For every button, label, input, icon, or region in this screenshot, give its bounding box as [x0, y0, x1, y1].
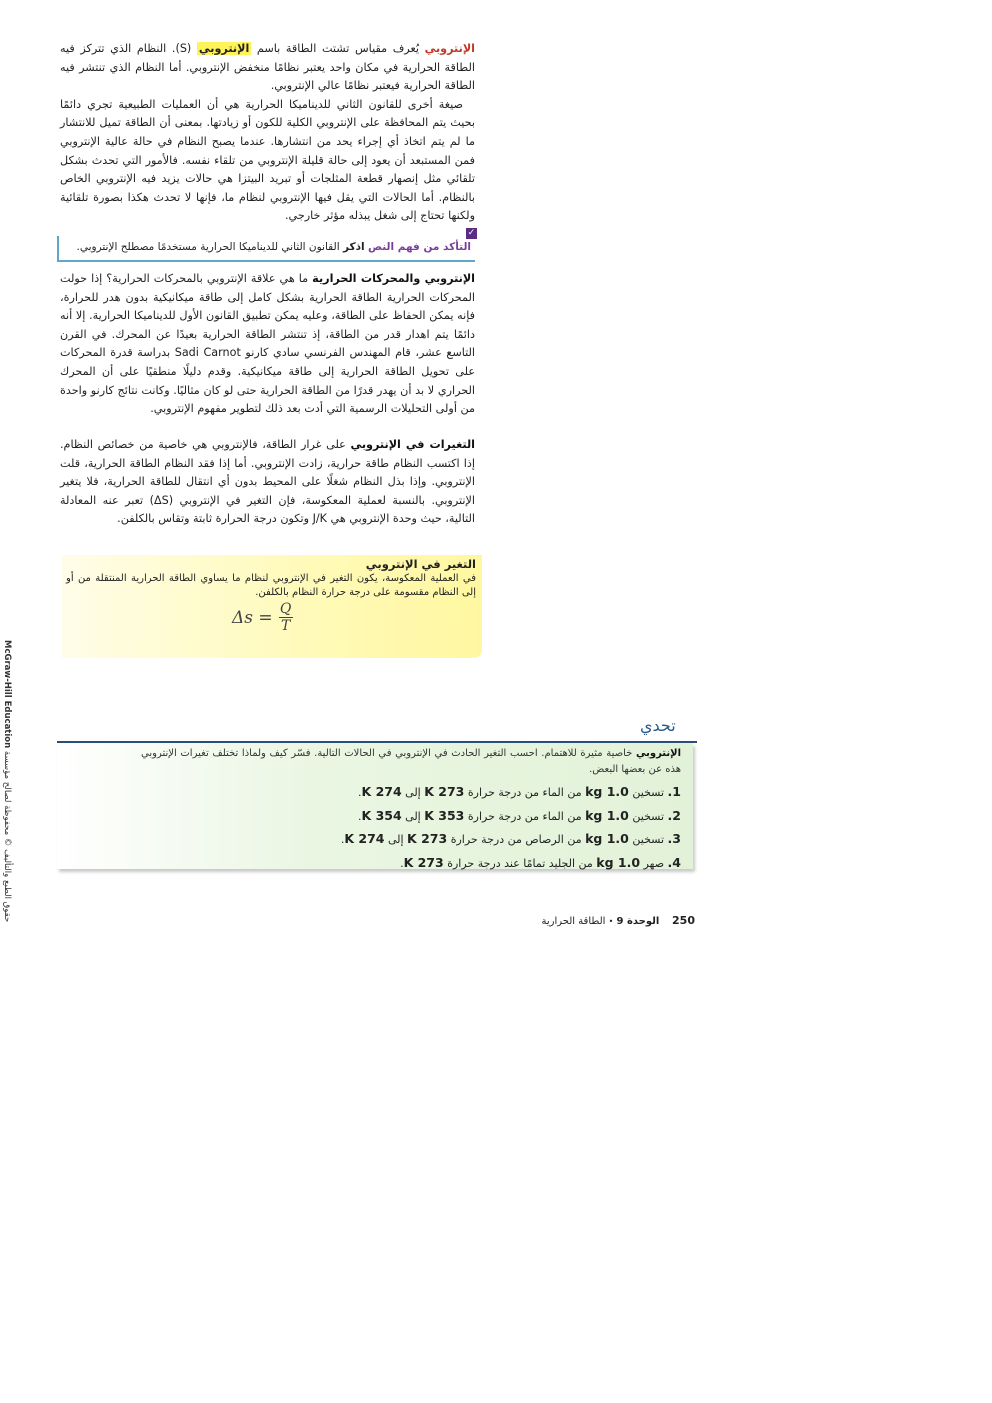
item-to: إلى	[405, 809, 421, 823]
challenge-keyword: الإنتروبي	[635, 748, 682, 759]
bullet-icon: •	[608, 917, 614, 926]
item-period: .	[358, 786, 362, 799]
intro-highlight-term: الإنتروبي	[198, 42, 250, 55]
intro-paragraph-2: صيغة أخرى للقانون الثاني للديناميكا الحرارية هي أن العمليات الطبيعية تجري دائمًا بحيث يتم المحافظة على الإنتروبي الكلية للكون أو زيادتها. بمعنى أن الطاقة تميل للانتشار ما لم يتم اتخاذ أي إجراء يحد من انتشارها. عندما يصبح النظام في حالة عالية الإنتروبي فمن المستبعد أن يعود إلى حالة قليلة الإنتروبي من تلقاء نفسه. فالأمور التي تحدث بشكل تلقائي مثل إنصهار قطعة المثلجات أو تبريد البيتزا هي حالات يزيد فيه الإنتروبي الخاص بالنظام. أما الحالات التي يقل فيها الإنتروبي لنظام ما، فإنها لا تحدث هكذا بصورة تلقائية ولكنها تحتاج إلى شغل يبذله مؤثر خارجي.	[60, 97, 475, 223]
intro-text-b: (S). النظام الذي تتركز فيه الطاقة الحرارية في مكان واحد يعتبر نظامًا منخفض الإنتروبي. أما النظام الذي تنتشر فيه الطاقة الحرارية فيعتبر نظامًا عالي الإنتروبي.	[60, 42, 475, 93]
unit-label: الوحدة 9	[616, 916, 660, 927]
reading-check-title: التأكد من فهم النص	[367, 241, 471, 253]
challenge-title: تحدي	[640, 716, 676, 735]
item-mass: 1.0 kg	[585, 807, 629, 823]
definition-text: في العملية المعكوسة، يكون التغير في الإنتروبي لنظام ما يساوي الطاقة الحرارية المنتقلة من أو إلى النظام مقسومة على درجة حرارة النظام بالكلفن.	[66, 573, 476, 598]
copyright-text	[2, 640, 12, 922]
challenge-item	[141, 828, 681, 852]
item-number: 4.	[667, 854, 681, 870]
item-temp-start: 353 K	[424, 807, 465, 823]
challenge-item	[141, 805, 681, 829]
intro-text-a: يُعرف مقياس تشتت الطاقة باسم	[256, 42, 419, 55]
formula-denominator: T	[280, 618, 291, 634]
item-to: إلى	[387, 833, 404, 846]
item-verb: تسخين	[632, 786, 665, 799]
item-period: .	[358, 809, 362, 823]
changes-text: على غرار الطاقة، فالإنتروبي هي خاصية من خصائص النظام. إذا اكتسب النظام طاقة حرارية، زادت الإنتروبي. أما إذا فقد النظام الطاقة الحرارية، قلت الإنتروبي. وإذا بذل النظام شغلًا على المحيط بدون أي انتقال للطاقة الحرارية، فلا يتغير الإنتروبي. بالنسبة لعملية المعكوسة، فإن التغير في الإنتروبي (ΔS) تعبر عنه المعادلة التالية، حيث وحدة الإنتروبي هي J/K وتكون درجة الحرارة ثابتة وتقاس بالكلفن.	[60, 438, 475, 526]
item-period: .	[340, 833, 345, 846]
item-mass: 1.0 kg	[585, 831, 629, 846]
changes-paragraph	[60, 436, 475, 529]
item-period: .	[400, 856, 404, 870]
item-temp-start: 273 K	[403, 854, 444, 870]
entropy-formula	[232, 601, 293, 634]
engines-section	[60, 270, 475, 419]
item-number: 3.	[667, 831, 681, 846]
item-verb: صهر	[643, 856, 665, 870]
engines-heading: الإنتروبي والمحركات الحرارية	[312, 272, 476, 285]
item-number: 1.	[667, 784, 681, 799]
challenge-list	[141, 781, 681, 875]
item-text: من الجليد تمامًا عند درجة حرارة	[447, 856, 593, 870]
reading-check-verb: اذكر	[342, 241, 365, 253]
challenge-intro	[141, 746, 681, 778]
rights-text: حقوق الطبع والتأليف © محفوظة لصالح مؤسسة	[2, 750, 12, 923]
challenge-box	[57, 743, 693, 869]
engines-text: ما هي علاقة الإنتروبي بالمحركات الحرارية؟ إذا حولت المحركات الحرارية الطاقة الحرارية بشكل كامل إلى طاقة ميكانيكية بدون هدر للحرارة، فإنه يمكن الحفاظ على الطاقة، وعليه يمكن تطبيق القانون الأول للديناميكا الحرارية. إلا أنه دائمًا يتم اهدار قدر من الطاقة، إذ تنتشر الطاقة الحرارية بعيدًا عن المحرك. في القرن التاسع عشر، قام المهندس الفرنسي سادي كارنو Sadi Carnot بدراسة قدرة المحركات على تحويل الطاقة الحرارية إلى طاقة ميكانيكية. وقدم دليلًا منطقيًا على أن المحرك الحراري لا بد أن يهدر قدرًا من الطاقة الحرارية حتى لو كان مثاليًا. وكانت نتائج كارنو واحدة من أولى التحليلات الرسمية التي أدت بعد ذلك لتطوير مفهوم الإنتروبي.	[60, 272, 475, 416]
item-temp-end: 274 K	[361, 784, 402, 799]
item-to: إلى	[405, 786, 421, 799]
page-number: 250	[672, 914, 695, 927]
item-temp-end: 274 K	[344, 831, 385, 846]
formula-numerator: Q	[279, 601, 292, 617]
intro-paragraph-1	[60, 40, 475, 96]
item-text: من الماء من درجة حرارة	[467, 809, 582, 823]
challenge-item	[141, 852, 681, 876]
item-temp-start: 273 K	[407, 831, 448, 846]
formula-lhs: Δs =	[232, 607, 273, 628]
item-mass: 1.0 kg	[596, 854, 641, 870]
reading-check-text: القانون الثاني للديناميكا الحرارية مستخدمًا مصطلح الإنتروبي.	[76, 241, 340, 253]
item-number: 2.	[667, 807, 681, 823]
publisher-name: McGraw-Hill Education	[2, 640, 12, 749]
intro-section	[60, 40, 475, 226]
formula-fraction	[279, 601, 293, 634]
item-verb: تسخين	[632, 809, 665, 823]
item-text: من الماء من درجة حرارة	[467, 786, 582, 799]
item-verb: تسخين	[632, 833, 665, 846]
page-footer	[440, 914, 695, 927]
changes-heading: التغيرات في الإنتروبي	[350, 438, 475, 451]
item-mass: 1.0 kg	[585, 784, 629, 799]
definition-box	[62, 555, 482, 658]
challenge-intro-text: خاصية مثيرة للاهتمام. احسب التغير الحادث في الإنتروبي في الحالات التالية. فسّر كيف ولماذا تختلف تغيرات الإنتروبي هذه عن بعضها البعض.	[141, 748, 681, 775]
checkmark-icon: ✓	[467, 228, 476, 238]
changes-section	[60, 436, 475, 529]
item-temp-start: 273 K	[424, 784, 465, 799]
copyright-note	[2, 640, 20, 923]
reading-check	[57, 228, 476, 262]
item-temp-end: 354 K	[361, 807, 402, 823]
item-text: من الرصاص من درجة حرارة	[450, 833, 582, 846]
chapter-label: الطاقة الحرارية	[541, 916, 606, 927]
definition-title: التغير في الإنتروبي	[365, 557, 476, 571]
intro-term: الإنتروبي	[424, 42, 475, 55]
engines-paragraph	[60, 270, 475, 419]
challenge-item	[141, 781, 681, 805]
